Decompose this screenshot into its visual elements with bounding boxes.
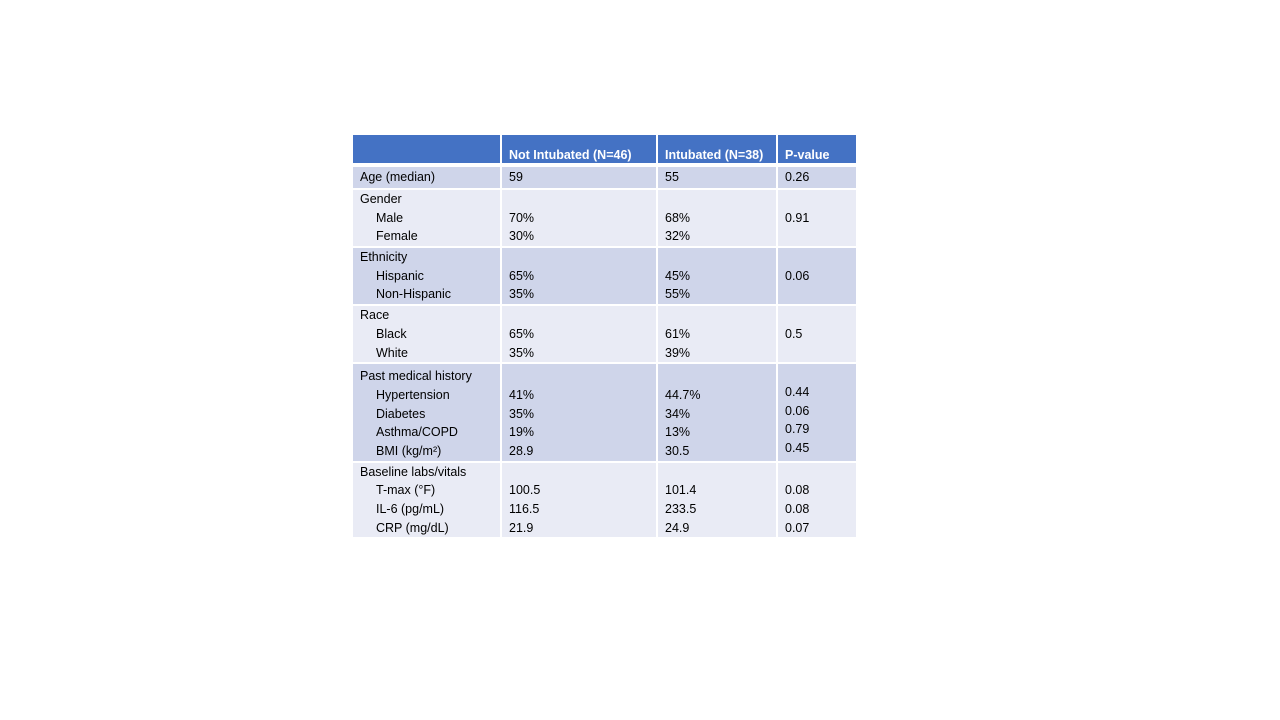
labs-crp-not-intubated: 21.9 [509,520,534,535]
labs-tmax-p: 0.08 [785,483,810,498]
race-p-value [778,306,856,364]
header-row [353,135,856,167]
ethnicity-hispanic-intubated: 45% [665,268,691,283]
labs-crp-p: 0.07 [785,520,810,535]
age-label: Age (median) [353,167,502,190]
gender-male-label: Male [376,210,404,225]
pmh-intubated [658,364,778,462]
labs-p-value [778,463,856,540]
age-p-value [778,167,856,190]
age-intubated: 55 [658,167,778,190]
ethnicity-not-intubated [502,248,658,306]
ethnicity-non-hispanic-label: Non-Hispanic [376,287,452,302]
labs-il6-intubated: 233.5 [665,502,697,516]
race-white-intubated: 39% [665,345,691,360]
race-labels [353,306,502,364]
pmh-hypertension-not-intubated: 41% [509,387,535,402]
gender-intubated [658,190,778,248]
pmh-diabetes-not-intubated: 35% [509,406,535,421]
pmh-p-value [778,364,856,462]
race-label: Race [360,308,390,323]
labs-tmax-not-intubated: 100.5 [509,483,541,498]
header-p-value: P-value [778,135,856,167]
race-p: 0.5 [785,326,803,341]
pmh-asthma-not-intubated: 19% [509,425,535,440]
header-intubated: Intubated (N=38) [658,135,778,167]
labs-label: Baseline labs/vitals [360,464,467,479]
pmh-asthma-intubated: 13% [665,425,691,440]
ethnicity-non-hispanic-not-intubated: 35% [509,287,535,302]
table-row-race [353,306,856,364]
labs-tmax-label: T-max (°F) [376,483,436,498]
ethnicity-labels [353,248,502,306]
age-p: 0.26 [785,170,810,184]
labs-il6-not-intubated: 116.5 [509,502,540,516]
ethnicity-hispanic-label: Hispanic [376,268,424,283]
pmh-asthma-label: Asthma/COPD [376,425,458,440]
race-black-not-intubated: 65% [509,326,535,341]
pmh-hypertension-label: Hypertension [376,387,450,402]
pmh-diabetes-label: Diabetes [376,406,426,421]
pmh-not-intubated [502,364,658,462]
race-black-label: Black [376,326,407,341]
gender-female-intubated: 32% [665,229,691,244]
ethnicity-hispanic-not-intubated: 65% [509,268,535,283]
labs-crp-intubated: 24.9 [665,520,690,535]
header-not-intubated: Not Intubated (N=46) [502,135,658,167]
table-row-ethnicity [353,248,856,306]
pmh-label: Past medical history [360,369,472,384]
gender-p: 0.91 [785,210,810,225]
ethnicity-p: 0.06 [785,268,810,283]
pmh-hypertension-intubated: 44.7% [665,387,701,402]
labs-crp-label: CRP (mg/dL) [376,520,449,535]
gender-male-intubated: 68% [665,210,691,225]
labs-labels [353,463,502,540]
gender-male-not-intubated: 70% [509,210,535,225]
pmh-diabetes-p: 0.06 [785,403,810,418]
age-not-intubated: 59 [502,167,658,190]
gender-label: Gender [360,192,402,206]
ethnicity-non-hispanic-intubated: 55% [665,287,691,302]
table-row-age [353,167,856,190]
pmh-bmi-p: 0.45 [785,440,810,455]
labs-tmax-intubated: 101.4 [665,483,697,498]
pmh-diabetes-intubated: 34% [665,406,691,421]
labs-intubated [658,463,778,540]
pmh-hypertension-p: 0.44 [785,384,810,399]
race-white-not-intubated: 35% [509,345,535,360]
labs-il6-p: 0.08 [785,502,810,516]
race-not-intubated [502,306,658,364]
labs-not-intubated [502,463,658,540]
table-row-gender [353,190,856,248]
labs-il6-label: IL-6 (pg/mL) [376,502,445,516]
gender-labels [353,190,502,248]
table-row-labs [353,463,856,540]
header-blank [353,135,502,167]
pmh-bmi-label: BMI (kg/m²) [376,443,442,458]
ethnicity-intubated [658,248,778,306]
ethnicity-p-value [778,248,856,306]
race-black-intubated: 61% [665,326,691,341]
gender-not-intubated [502,190,658,248]
pmh-asthma-p: 0.79 [785,422,810,437]
race-intubated [658,306,778,364]
table-row-pmh [353,364,856,462]
gender-p-value [778,190,856,248]
pmh-bmi-not-intubated: 28.9 [509,443,534,458]
pmh-labels [353,364,502,462]
gender-female-not-intubated: 30% [509,229,535,244]
gender-female-label: Female [376,229,418,244]
race-white-label: White [376,345,408,360]
pmh-bmi-intubated: 30.5 [665,443,690,458]
ethnicity-label: Ethnicity [360,250,408,265]
demographics-table [353,135,856,539]
